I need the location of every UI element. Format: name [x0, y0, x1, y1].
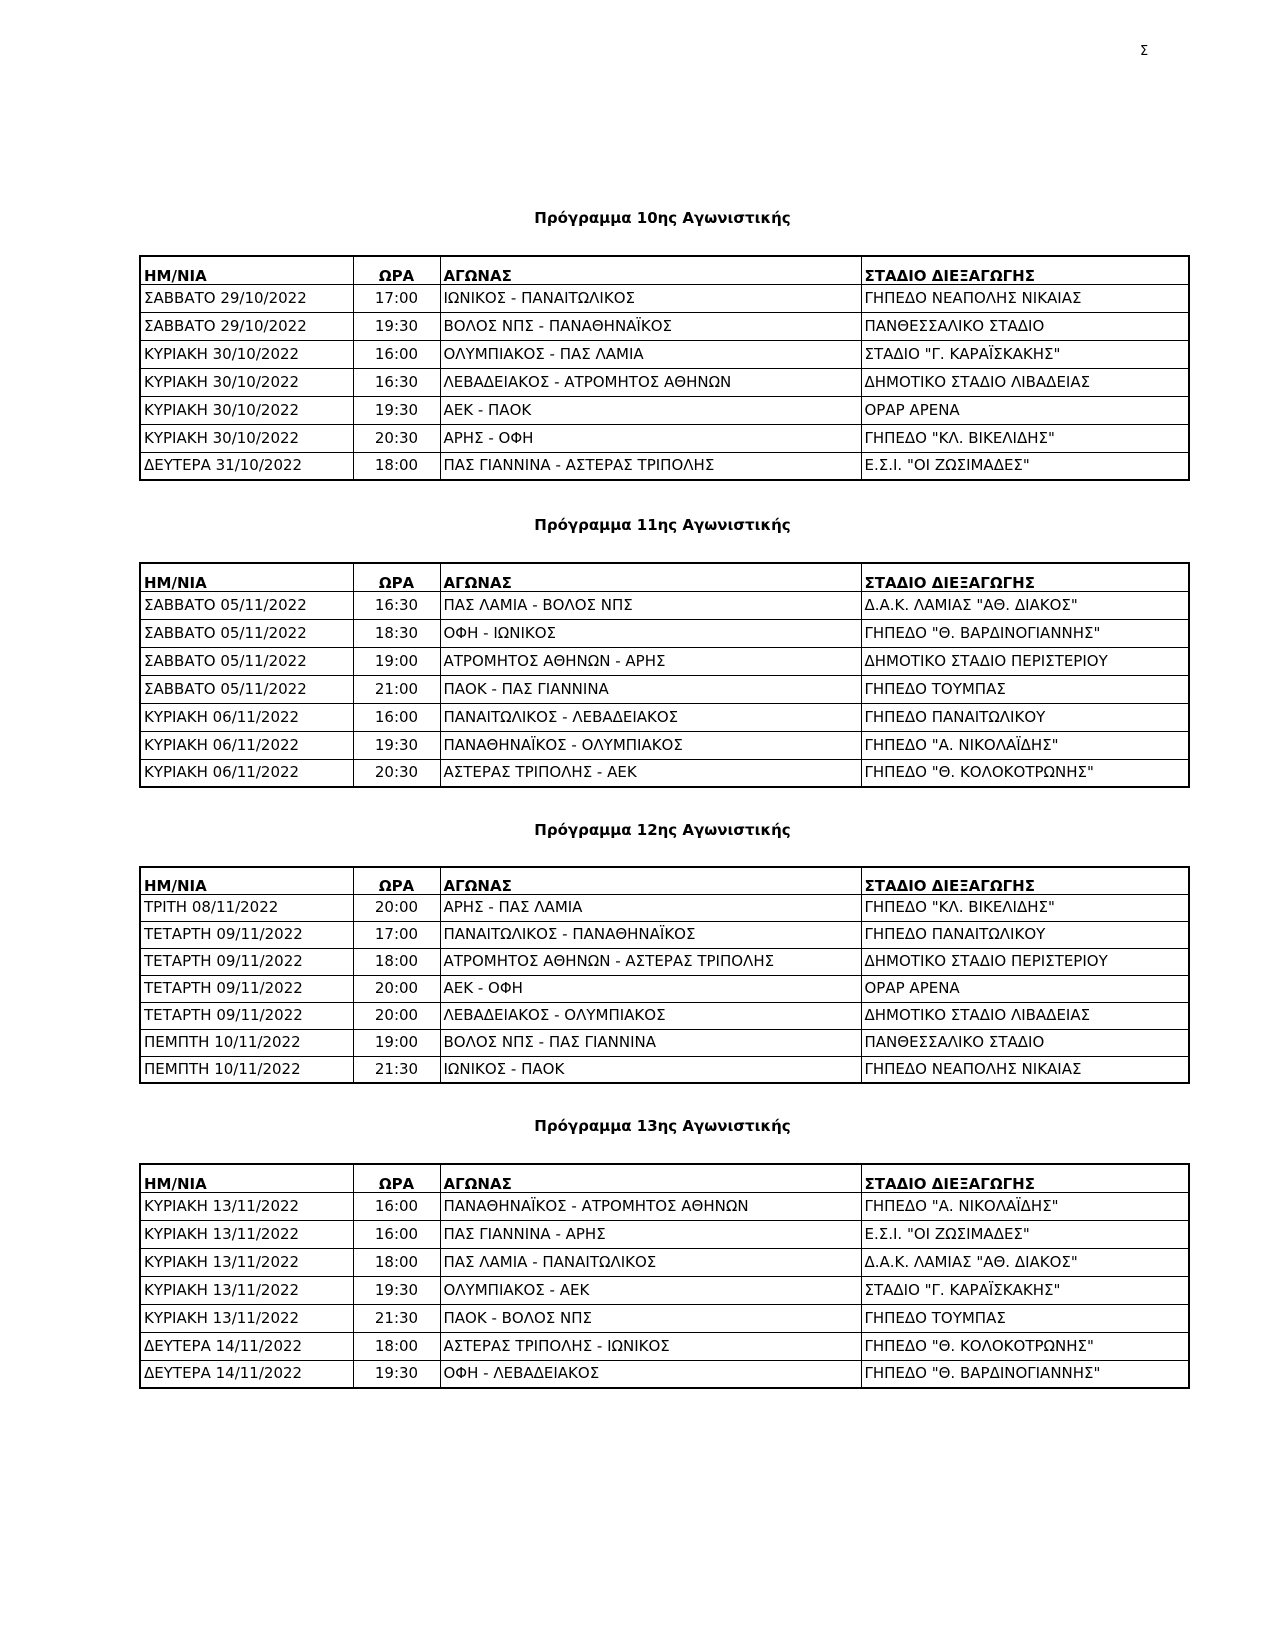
table-row	[140, 975, 1189, 1002]
cell-match: ΟΦΗ - ΛΕΒΑΔΕΙΑΚΟΣ	[440, 1360, 861, 1388]
table-row	[140, 1360, 1189, 1388]
cell-venue: Ε.Σ.Ι. "ΟΙ ΖΩΣΙΜΑΔΕΣ"	[861, 1220, 1189, 1248]
cell-venue: ΓΗΠΕΔΟ "Θ. ΚΟΛΟΚΟΤΡΩΝΗΣ"	[861, 759, 1189, 787]
table-row	[140, 731, 1189, 759]
cell-date: ΣΑΒΒΑΤΟ 05/11/2022	[140, 675, 353, 703]
cell-time: 20:00	[353, 975, 440, 1002]
table-row	[140, 703, 1189, 731]
table-header-row	[140, 1164, 1189, 1192]
cell-venue: ΓΗΠΕΔΟ "Θ. ΚΟΛΟΚΟΤΡΩΝΗΣ"	[861, 1332, 1189, 1360]
cell-match: ΑΕΚ - ΟΦΗ	[440, 975, 861, 1002]
cell-date: ΤΕΤΑΡΤΗ 09/11/2022	[140, 975, 353, 1002]
table-row	[140, 921, 1189, 948]
cell-time: 16:00	[353, 340, 440, 368]
cell-date: ΚΥΡΙΑΚΗ 06/11/2022	[140, 759, 353, 787]
cell-match: ΙΩΝΙΚΟΣ - ΠΑΝΑΙΤΩΛΙΚΟΣ	[440, 284, 861, 312]
cell-time: 18:00	[353, 1248, 440, 1276]
cell-match: ΟΛΥΜΠΙΑΚΟΣ - ΠΑΣ ΛΑΜΙΑ	[440, 340, 861, 368]
cell-match: ΟΦΗ - ΙΩΝΙΚΟΣ	[440, 619, 861, 647]
table-row	[140, 368, 1189, 396]
header-venue: ΣΤΑΔΙΟ ΔΙΕΞΑΓΩΓΗΣ	[861, 563, 1189, 591]
cell-venue: ΓΗΠΕΔΟ "ΚΛ. ΒΙΚΕΛΙΔΗΣ"	[861, 424, 1189, 452]
header-match: ΑΓΩΝΑΣ	[440, 256, 861, 284]
header-match: ΑΓΩΝΑΣ	[440, 1164, 861, 1192]
table-row	[140, 1002, 1189, 1029]
cell-date: ΤΕΤΑΡΤΗ 09/11/2022	[140, 948, 353, 975]
cell-match: ΠΑΟΚ - ΒΟΛΟΣ ΝΠΣ	[440, 1304, 861, 1332]
cell-time: 20:30	[353, 759, 440, 787]
table-row	[140, 894, 1189, 921]
cell-time: 20:00	[353, 1002, 440, 1029]
cell-match: ΠΑΝΑΘΗΝΑΪΚΟΣ - ΑΤΡΟΜΗΤΟΣ ΑΘΗΝΩΝ	[440, 1192, 861, 1220]
header-time: ΩΡΑ	[353, 563, 440, 591]
cell-date: ΚΥΡΙΑΚΗ 30/10/2022	[140, 340, 353, 368]
cell-time: 19:30	[353, 1360, 440, 1388]
cell-date: ΚΥΡΙΑΚΗ 13/11/2022	[140, 1276, 353, 1304]
cell-match: ΠΑΟΚ - ΠΑΣ ΓΙΑΝΝΙΝΑ	[440, 675, 861, 703]
header-match: ΑΓΩΝΑΣ	[440, 867, 861, 894]
schedule-table-round-13	[139, 1163, 1190, 1389]
header-match: ΑΓΩΝΑΣ	[440, 563, 861, 591]
corner-mark: Σ	[1140, 44, 1149, 59]
table-row	[140, 591, 1189, 619]
table-row	[140, 675, 1189, 703]
cell-time: 19:30	[353, 731, 440, 759]
cell-match: ΑΡΗΣ - ΠΑΣ ΛΑΜΙΑ	[440, 894, 861, 921]
header-date: ΗΜ/ΝΙΑ	[140, 1164, 353, 1192]
cell-venue: ΓΗΠΕΔΟ ΠΑΝΑΙΤΩΛΙΚΟΥ	[861, 921, 1189, 948]
cell-time: 16:00	[353, 1220, 440, 1248]
table-header-row	[140, 867, 1189, 894]
header-venue: ΣΤΑΔΙΟ ΔΙΕΞΑΓΩΓΗΣ	[861, 1164, 1189, 1192]
table-row	[140, 1056, 1189, 1083]
cell-time: 18:00	[353, 948, 440, 975]
cell-match: ΑΡΗΣ - ΟΦΗ	[440, 424, 861, 452]
table-row	[140, 1248, 1189, 1276]
cell-match: ΑΕΚ - ΠΑΟΚ	[440, 396, 861, 424]
header-date: ΗΜ/ΝΙΑ	[140, 256, 353, 284]
table-row	[140, 948, 1189, 975]
cell-match: ΑΤΡΟΜΗΤΟΣ ΑΘΗΝΩΝ - ΑΣΤΕΡΑΣ ΤΡΙΠΟΛΗΣ	[440, 948, 861, 975]
cell-match: ΠΑΣ ΓΙΑΝΝΙΝΑ - ΑΣΤΕΡΑΣ ΤΡΙΠΟΛΗΣ	[440, 452, 861, 480]
table-row	[140, 619, 1189, 647]
cell-venue: ΓΗΠΕΔΟ ΝΕΑΠΟΛΗΣ ΝΙΚΑΙΑΣ	[861, 1056, 1189, 1083]
cell-date: ΚΥΡΙΑΚΗ 30/10/2022	[140, 424, 353, 452]
cell-time: 16:00	[353, 1192, 440, 1220]
cell-match: ΙΩΝΙΚΟΣ - ΠΑΟΚ	[440, 1056, 861, 1083]
cell-match: ΠΑΝΑΘΗΝΑΪΚΟΣ - ΟΛΥΜΠΙΑΚΟΣ	[440, 731, 861, 759]
cell-venue: ΓΗΠΕΔΟ "ΚΛ. ΒΙΚΕΛΙΔΗΣ"	[861, 894, 1189, 921]
cell-time: 18:00	[353, 452, 440, 480]
cell-date: ΣΑΒΒΑΤΟ 29/10/2022	[140, 312, 353, 340]
table-header-row	[140, 563, 1189, 591]
section-title-round-10: Πρόγραμμα 10ης Αγωνιστικής	[534, 209, 791, 227]
cell-venue: ΓΗΠΕΔΟ ΤΟΥΜΠΑΣ	[861, 675, 1189, 703]
cell-date: ΚΥΡΙΑΚΗ 30/10/2022	[140, 368, 353, 396]
cell-venue: ΟΡΑΡ ΑΡΕΝΑ	[861, 975, 1189, 1002]
cell-venue: ΣΤΑΔΙΟ "Γ. ΚΑΡΑΪΣΚΑΚΗΣ"	[861, 340, 1189, 368]
table-row	[140, 1192, 1189, 1220]
cell-time: 16:30	[353, 591, 440, 619]
cell-time: 18:00	[353, 1332, 440, 1360]
cell-venue: ΔΗΜΟΤΙΚΟ ΣΤΑΔΙΟ ΠΕΡΙΣΤΕΡΙΟΥ	[861, 647, 1189, 675]
cell-date: ΤΡΙΤΗ 08/11/2022	[140, 894, 353, 921]
table-row	[140, 1220, 1189, 1248]
table-row	[140, 759, 1189, 787]
cell-venue: ΓΗΠΕΔΟ ΝΕΑΠΟΛΗΣ ΝΙΚΑΙΑΣ	[861, 284, 1189, 312]
cell-time: 19:30	[353, 312, 440, 340]
table-row	[140, 1304, 1189, 1332]
cell-venue: ΠΑΝΘΕΣΣΑΛΙΚΟ ΣΤΑΔΙΟ	[861, 1029, 1189, 1056]
cell-time: 21:30	[353, 1056, 440, 1083]
table-row	[140, 424, 1189, 452]
table-row	[140, 312, 1189, 340]
cell-venue: ΓΗΠΕΔΟ ΠΑΝΑΙΤΩΛΙΚΟΥ	[861, 703, 1189, 731]
table-row	[140, 1029, 1189, 1056]
cell-venue: ΠΑΝΘΕΣΣΑΛΙΚΟ ΣΤΑΔΙΟ	[861, 312, 1189, 340]
cell-date: ΚΥΡΙΑΚΗ 30/10/2022	[140, 396, 353, 424]
header-time: ΩΡΑ	[353, 867, 440, 894]
cell-date: ΣΑΒΒΑΤΟ 05/11/2022	[140, 591, 353, 619]
cell-date: ΠΕΜΠΤΗ 10/11/2022	[140, 1056, 353, 1083]
cell-match: ΟΛΥΜΠΙΑΚΟΣ - ΑΕΚ	[440, 1276, 861, 1304]
cell-venue: ΣΤΑΔΙΟ "Γ. ΚΑΡΑΪΣΚΑΚΗΣ"	[861, 1276, 1189, 1304]
schedule-table-round-11	[139, 562, 1190, 788]
cell-venue: ΟΡΑΡ ΑΡΕΝΑ	[861, 396, 1189, 424]
cell-date: ΠΕΜΠΤΗ 10/11/2022	[140, 1029, 353, 1056]
header-time: ΩΡΑ	[353, 1164, 440, 1192]
cell-time: 17:00	[353, 921, 440, 948]
cell-time: 20:30	[353, 424, 440, 452]
cell-time: 16:00	[353, 703, 440, 731]
cell-match: ΠΑΝΑΙΤΩΛΙΚΟΣ - ΠΑΝΑΘΗΝΑΪΚΟΣ	[440, 921, 861, 948]
table-row	[140, 1276, 1189, 1304]
cell-date: ΤΕΤΑΡΤΗ 09/11/2022	[140, 1002, 353, 1029]
cell-date: ΔΕΥΤΕΡΑ 14/11/2022	[140, 1360, 353, 1388]
cell-venue: Ε.Σ.Ι. "ΟΙ ΖΩΣΙΜΑΔΕΣ"	[861, 452, 1189, 480]
cell-match: ΠΑΣ ΛΑΜΙΑ - ΠΑΝΑΙΤΩΛΙΚΟΣ	[440, 1248, 861, 1276]
schedule-table-round-12	[139, 866, 1190, 1084]
cell-venue: ΓΗΠΕΔΟ "Α. ΝΙΚΟΛΑΪΔΗΣ"	[861, 1192, 1189, 1220]
table-row	[140, 396, 1189, 424]
cell-date: ΚΥΡΙΑΚΗ 13/11/2022	[140, 1304, 353, 1332]
section-title-round-11: Πρόγραμμα 11ης Αγωνιστικής	[534, 516, 791, 534]
cell-match: ΑΣΤΕΡΑΣ ΤΡΙΠΟΛΗΣ - ΙΩΝΙΚΟΣ	[440, 1332, 861, 1360]
cell-venue: ΓΗΠΕΔΟ "Θ. ΒΑΡΔΙΝΟΓΙΑΝΝΗΣ"	[861, 1360, 1189, 1388]
cell-date: ΣΑΒΒΑΤΟ 05/11/2022	[140, 647, 353, 675]
cell-match: ΠΑΣ ΛΑΜΙΑ - ΒΟΛΟΣ ΝΠΣ	[440, 591, 861, 619]
cell-match: ΛΕΒΑΔΕΙΑΚΟΣ - ΑΤΡΟΜΗΤΟΣ ΑΘΗΝΩΝ	[440, 368, 861, 396]
cell-match: ΛΕΒΑΔΕΙΑΚΟΣ - ΟΛΥΜΠΙΑΚΟΣ	[440, 1002, 861, 1029]
cell-date: ΣΑΒΒΑΤΟ 05/11/2022	[140, 619, 353, 647]
cell-time: 19:00	[353, 647, 440, 675]
cell-match: ΒΟΛΟΣ ΝΠΣ - ΠΑΝΑΘΗΝΑΪΚΟΣ	[440, 312, 861, 340]
cell-date: ΣΑΒΒΑΤΟ 29/10/2022	[140, 284, 353, 312]
cell-time: 19:30	[353, 396, 440, 424]
cell-venue: ΓΗΠΕΔΟ ΤΟΥΜΠΑΣ	[861, 1304, 1189, 1332]
cell-date: ΔΕΥΤΕΡΑ 31/10/2022	[140, 452, 353, 480]
header-venue: ΣΤΑΔΙΟ ΔΙΕΞΑΓΩΓΗΣ	[861, 867, 1189, 894]
table-row	[140, 1332, 1189, 1360]
cell-time: 20:00	[353, 894, 440, 921]
section-title-round-13: Πρόγραμμα 13ης Αγωνιστικής	[534, 1117, 791, 1135]
cell-date: ΚΥΡΙΑΚΗ 13/11/2022	[140, 1220, 353, 1248]
cell-time: 19:30	[353, 1276, 440, 1304]
table-row	[140, 284, 1189, 312]
cell-venue: ΔΗΜΟΤΙΚΟ ΣΤΑΔΙΟ ΠΕΡΙΣΤΕΡΙΟΥ	[861, 948, 1189, 975]
cell-match: ΑΣΤΕΡΑΣ ΤΡΙΠΟΛΗΣ - ΑΕΚ	[440, 759, 861, 787]
table-row	[140, 647, 1189, 675]
cell-time: 16:30	[353, 368, 440, 396]
cell-time: 21:00	[353, 675, 440, 703]
table-row	[140, 452, 1189, 480]
schedule-table-round-10	[139, 255, 1190, 481]
cell-time: 17:00	[353, 284, 440, 312]
cell-match: ΠΑΣ ΓΙΑΝΝΙΝΑ - ΑΡΗΣ	[440, 1220, 861, 1248]
table-row	[140, 340, 1189, 368]
cell-date: ΔΕΥΤΕΡΑ 14/11/2022	[140, 1332, 353, 1360]
cell-venue: ΓΗΠΕΔΟ "Θ. ΒΑΡΔΙΝΟΓΙΑΝΝΗΣ"	[861, 619, 1189, 647]
cell-date: ΚΥΡΙΑΚΗ 13/11/2022	[140, 1248, 353, 1276]
cell-venue: Δ.Α.Κ. ΛΑΜΙΑΣ "ΑΘ. ΔΙΑΚΟΣ"	[861, 591, 1189, 619]
cell-time: 21:30	[353, 1304, 440, 1332]
cell-match: ΑΤΡΟΜΗΤΟΣ ΑΘΗΝΩΝ - ΑΡΗΣ	[440, 647, 861, 675]
cell-date: ΚΥΡΙΑΚΗ 06/11/2022	[140, 703, 353, 731]
section-title-round-12: Πρόγραμμα 12ης Αγωνιστικής	[534, 821, 791, 839]
cell-venue: Δ.Α.Κ. ΛΑΜΙΑΣ "ΑΘ. ΔΙΑΚΟΣ"	[861, 1248, 1189, 1276]
cell-time: 19:00	[353, 1029, 440, 1056]
cell-date: ΤΕΤΑΡΤΗ 09/11/2022	[140, 921, 353, 948]
header-venue: ΣΤΑΔΙΟ ΔΙΕΞΑΓΩΓΗΣ	[861, 256, 1189, 284]
header-time: ΩΡΑ	[353, 256, 440, 284]
header-date: ΗΜ/ΝΙΑ	[140, 867, 353, 894]
cell-venue: ΔΗΜΟΤΙΚΟ ΣΤΑΔΙΟ ΛΙΒΑΔΕΙΑΣ	[861, 1002, 1189, 1029]
table-header-row	[140, 256, 1189, 284]
cell-date: ΚΥΡΙΑΚΗ 06/11/2022	[140, 731, 353, 759]
cell-venue: ΓΗΠΕΔΟ "Α. ΝΙΚΟΛΑΪΔΗΣ"	[861, 731, 1189, 759]
header-date: ΗΜ/ΝΙΑ	[140, 563, 353, 591]
cell-venue: ΔΗΜΟΤΙΚΟ ΣΤΑΔΙΟ ΛΙΒΑΔΕΙΑΣ	[861, 368, 1189, 396]
cell-match: ΒΟΛΟΣ ΝΠΣ - ΠΑΣ ΓΙΑΝΝΙΝΑ	[440, 1029, 861, 1056]
cell-date: ΚΥΡΙΑΚΗ 13/11/2022	[140, 1192, 353, 1220]
cell-time: 18:30	[353, 619, 440, 647]
cell-match: ΠΑΝΑΙΤΩΛΙΚΟΣ - ΛΕΒΑΔΕΙΑΚΟΣ	[440, 703, 861, 731]
